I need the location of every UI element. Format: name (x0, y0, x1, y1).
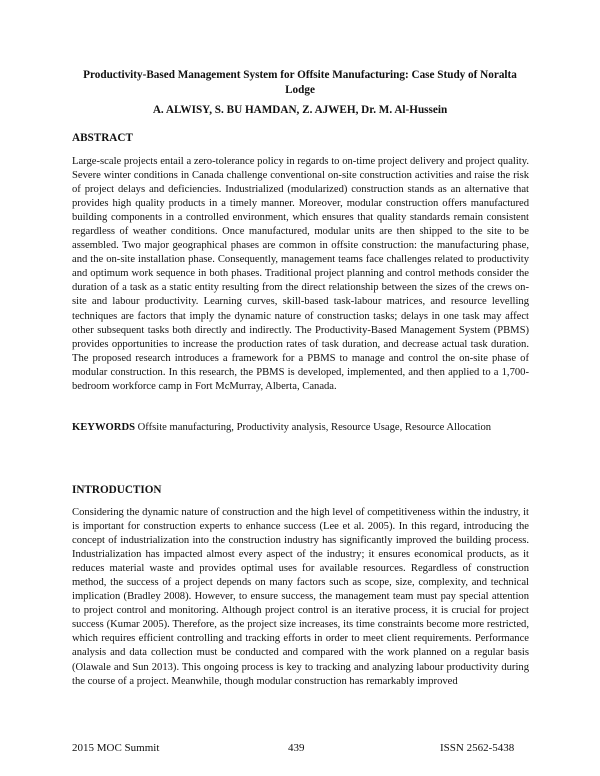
abstract-text: Large-scale projects entail a zero-tolerance policy in regards to on-time project delivery and project quality. Severe winter conditions in Canada challenge conventional on-site construction activities and raise the risk of project delays and deficiencies. Industrialized (modularized) construction stands as an alternative that provides high quality products in a timely manner. Moreover, modular construction offers manufactured building components in a controlled environment, which ensures that quality standards remain consistent regardless of weather conditions. Once manufactured, modular units are then shipped to the site to be assembled. Two major geographical phases are common in offsite construction: the manufacturing phase, and the on-site installation phase. Consequently, management teams face challenges related to productivity and optimum work sequence in both phases. Traditional project planning and control methods consider the duration of a task as a static entity resulting from the direct relationship between the sizes of the crews on-site and labour productivity. Learning curves, skill-based task-labour matrices, and resource levelling techniques are factors that imply the dynamic nature of construction tasks; delays in one task may affect other subsequent tasks both directly and indirectly. The Productivity-Based Management System (PBMS) provides opportunities to increase the production rates of task duration, and decrease actual task duration. The proposed research introduces a framework for a PBMS to manage and control the on-site phase of modular construction. In this research, the PBMS is developed, implemented, and then applied to a 1,700-bedroom workforce camp in Fort McMurray, Alberta, Canada. (72, 156, 529, 392)
footer-page-number: 439 (288, 742, 305, 754)
keywords-text: Offsite manufacturing, Productivity analysis, Resource Usage, Resource Allocation (137, 422, 492, 433)
paper-title: Productivity-Based Management System for Offsite Manufacturing: Case Study of Noralta Lodge (83, 69, 517, 96)
abstract-heading: ABSTRACT (72, 132, 133, 144)
footer-conference: 2015 MOC Summit (72, 742, 160, 754)
keywords-label: KEYWORDS (72, 422, 135, 433)
introduction-heading: INTRODUCTION (72, 484, 162, 496)
paper-authors: A. ALWISY, S. BU HAMDAN, Z. AJWEH, Dr. M. Al-Hussein (152, 104, 448, 116)
keywords-block (72, 421, 529, 435)
footer-issn: ISSN 2562-5438 (440, 742, 515, 754)
introduction-text: Considering the dynamic nature of construction and the high level of competitiveness within the industry, it is important for construction experts to enhance success (Lee et al. 2005). In this regard, introducing the concept of industrialization into the construction industry has significantly improved the building process. Industrialization has impacted almost every aspect of the industry; it ensures economical products, as it reduces material waste and provides optimal uses for available resources. Regardless of construction method, the success of a project depends on many factors such as scope, size, complexity, and technical implication (Bradley 2008). However, to ensure success, the management team must pay special attention to project control and monitoring. Although project control is an iterative process, it is crucial for project success (Kumar 2005). Therefore, as the project size increases, its time constraints become more restricted, which requires efficient controlling and tracking efforts in order to meet client requirements. Performance analysis and data collection must be conducted and compared with the work planned on a regular basis (Olawale and Sun 2013). This ongoing process is key to tracking and analyzing labour productivity during the course of a project. Meanwhile, though modular construction has remarkably improved (72, 507, 529, 687)
